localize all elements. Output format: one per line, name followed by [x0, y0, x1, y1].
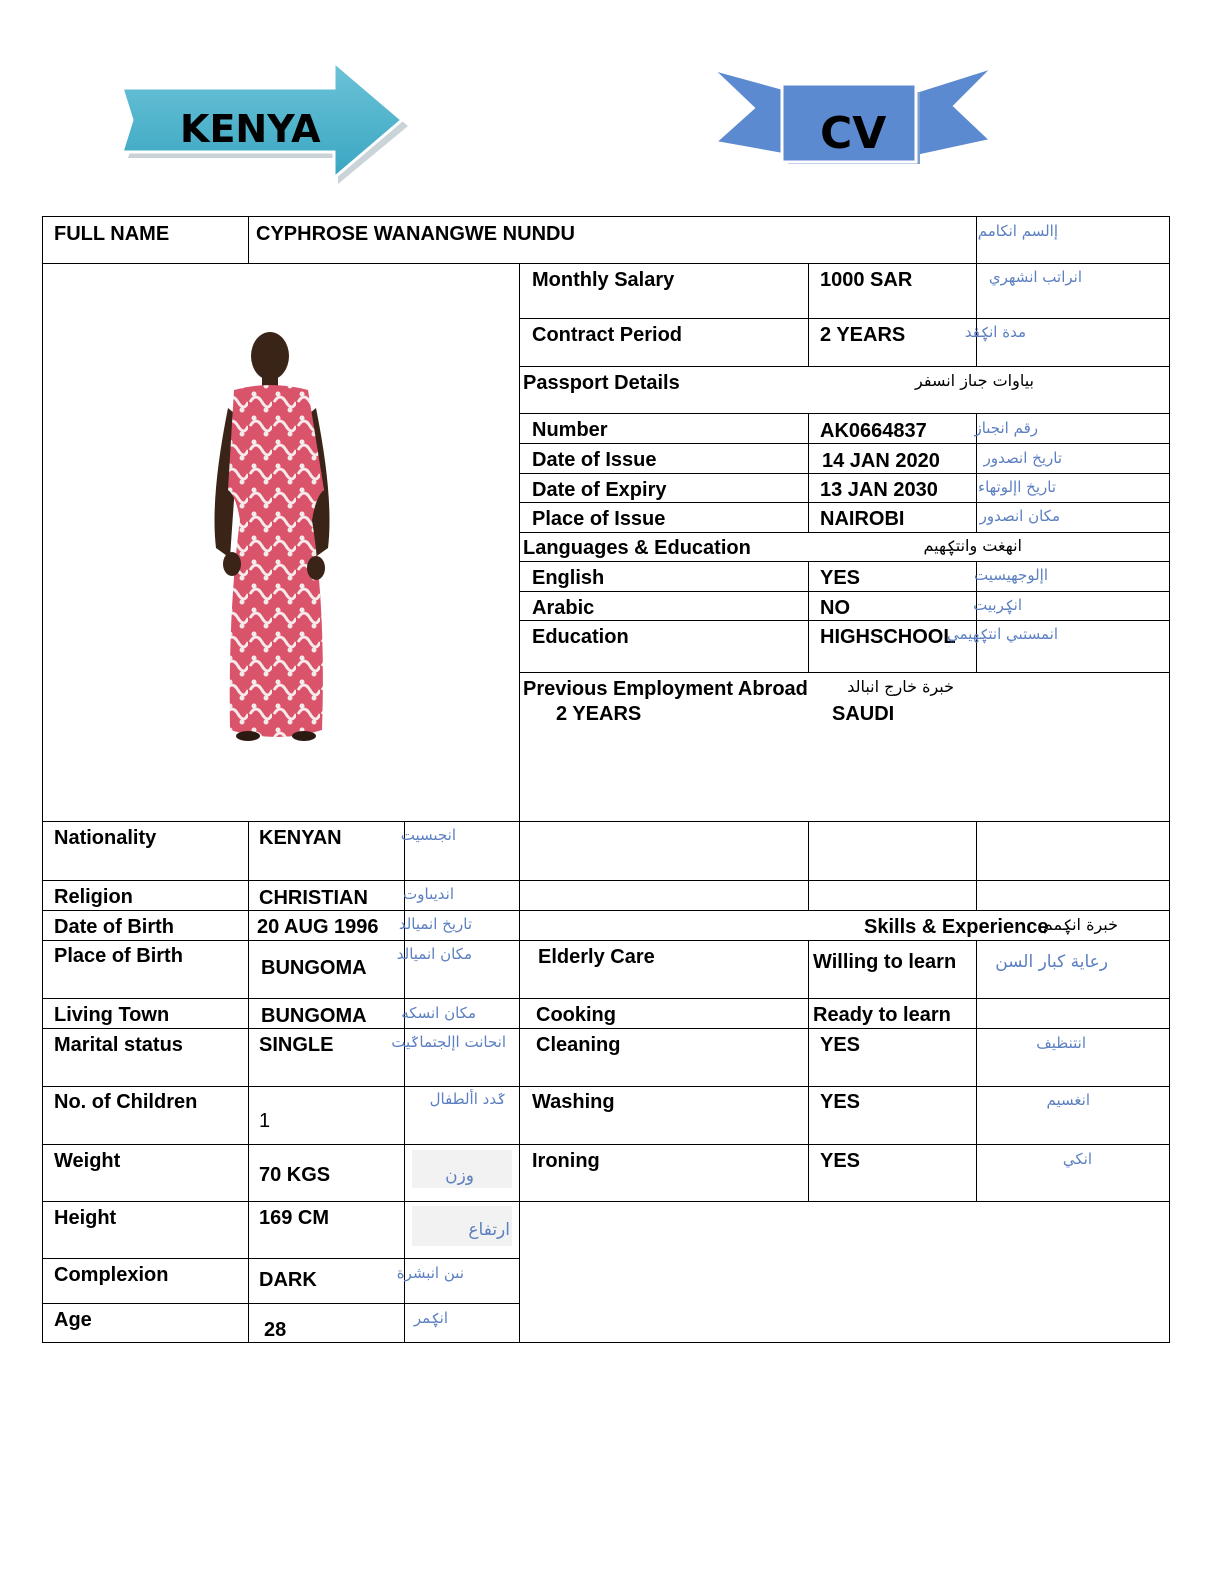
cooking-value: Ready to learn: [813, 1004, 951, 1026]
candidate-photo: [200, 318, 350, 748]
age-arabic: انؼمر: [413, 1309, 448, 1327]
weight-label: Weight: [54, 1150, 121, 1172]
complexion-value: DARK: [259, 1269, 317, 1291]
marital-label: Marital status: [54, 1034, 183, 1056]
passport-title: Passport Details: [523, 372, 680, 394]
complexion-label: Complexion: [54, 1264, 169, 1286]
issue-place-label: Place of Issue: [532, 508, 666, 530]
height-label: Height: [54, 1207, 117, 1229]
children-value: 1: [259, 1110, 271, 1132]
expiry-date-arabic: تاريخ اإلوتهاء: [978, 478, 1056, 496]
washing-label: Washing: [532, 1091, 615, 1113]
full-name-label: FULL NAME: [54, 223, 170, 245]
elderly-care-arabic: رعاية كبار السن: [995, 952, 1108, 972]
english-arabic: اإلوجهيسيت: [973, 566, 1048, 584]
washing-value: YES: [820, 1091, 861, 1113]
education-label: Education: [532, 626, 629, 648]
passport-number-arabic: رقم انجىاز: [974, 419, 1038, 437]
arabic-arabic: انؼربيت: [973, 596, 1022, 614]
salary-arabic: انراتب انشهري: [988, 268, 1082, 286]
pob-label: Place of Birth: [54, 945, 183, 967]
languages-title: Languages & Education: [523, 537, 751, 559]
education-arabic: انمستىي انتؼهيمي: [947, 625, 1058, 643]
pob-value: BUNGOMA: [261, 957, 367, 979]
cleaning-arabic: انتنظيف: [1036, 1034, 1086, 1052]
passport-number-value: AK0664837: [820, 420, 927, 442]
issue-date-label: Date of Issue: [532, 449, 657, 471]
height-arabic: ارتفاع: [468, 1220, 510, 1240]
employment-years: 2 YEARS: [556, 703, 642, 725]
cleaning-label: Cleaning: [536, 1034, 621, 1056]
skills-title: Skills & Experience: [864, 916, 1049, 938]
religion-value: CHRISTIAN: [259, 887, 368, 909]
contract-period-arabic: مدة انؼقد: [964, 323, 1026, 341]
religion-arabic: انديىاوت: [403, 885, 454, 903]
education-value: HIGHSCHOOL: [820, 626, 956, 648]
elderly-care-label: Elderly Care: [538, 946, 655, 968]
cooking-label: Cooking: [536, 1004, 616, 1026]
town-label: Living Town: [54, 1004, 170, 1026]
dob-label: Date of Birth: [54, 916, 174, 938]
cleaning-value: YES: [820, 1034, 861, 1056]
cv-banner-text: CV: [820, 108, 887, 159]
town-arabic: مكان انسكه: [401, 1004, 476, 1022]
nationality-label: Nationality: [54, 827, 157, 849]
passport-title-arabic: بياوات جىاز انسفر: [915, 371, 1034, 390]
english-value: YES: [820, 567, 861, 589]
children-arabic: ػدد األطفال: [429, 1090, 506, 1108]
height-value: 169 CM: [259, 1207, 330, 1229]
kenya-banner-text: KENYA: [180, 107, 321, 151]
full-name-arabic: إالسم انكامم: [977, 222, 1058, 240]
town-value: BUNGOMA: [261, 1005, 367, 1027]
nationality-value: KENYAN: [259, 827, 342, 849]
contract-period-label: Contract Period: [532, 324, 683, 346]
salary-label: Monthly Salary: [532, 269, 675, 291]
issue-date-arabic: تاريخ انصدور: [983, 449, 1062, 467]
contract-period-value: 2 YEARS: [820, 324, 906, 346]
children-label: No. of Children: [54, 1091, 198, 1113]
issue-place-arabic: مكان انصدور: [979, 507, 1060, 525]
expiry-date-value: 13 JAN 2030: [820, 479, 938, 501]
arabic-label: Arabic: [532, 597, 595, 619]
age-value: 28: [264, 1319, 287, 1341]
languages-title-arabic: انهغت وانتؼهيم: [923, 536, 1022, 555]
complexion-arabic: نىن انبشرة: [396, 1264, 464, 1282]
elderly-care-value: Willing to learn: [813, 951, 957, 973]
employment-title: Previous Employment Abroad: [523, 678, 808, 700]
issue-date-value: 14 JAN 2020: [822, 450, 940, 472]
expiry-date-label: Date of Expiry: [532, 479, 667, 501]
employment-country: SAUDI: [832, 703, 895, 725]
marital-arabic: انحانت اإلجتماػيت: [391, 1033, 506, 1051]
arabic-value: NO: [820, 597, 850, 619]
age-label: Age: [54, 1309, 92, 1331]
weight-value: 70 KGS: [259, 1164, 331, 1186]
issue-place-value: NAIROBI: [820, 508, 905, 530]
weight-arabic: وزن: [445, 1166, 474, 1186]
washing-arabic: انغسيم: [1046, 1091, 1090, 1109]
marital-value: SINGLE: [259, 1034, 334, 1056]
pob-arabic: مكان انميالد: [396, 945, 472, 963]
passport-number-label: Number: [532, 419, 608, 441]
salary-value: 1000 SAR: [820, 269, 913, 291]
employment-title-arabic: خبرة خارج انبالد: [847, 677, 954, 696]
nationality-arabic: انجىسيت: [400, 826, 456, 844]
english-label: English: [532, 567, 605, 589]
ironing-arabic: انكي: [1062, 1150, 1092, 1168]
ironing-value: YES: [820, 1150, 861, 1172]
dob-arabic: تاريخ انميالد: [398, 915, 472, 933]
dob-value: 20 AUG 1996: [257, 916, 379, 938]
ironing-label: Ironing: [532, 1150, 600, 1172]
skills-title-arabic: خبرة انؼمم: [1042, 915, 1118, 934]
full-name-value: CYPHROSE WANANGWE NUNDU: [256, 223, 575, 245]
religion-label: Religion: [54, 886, 133, 908]
